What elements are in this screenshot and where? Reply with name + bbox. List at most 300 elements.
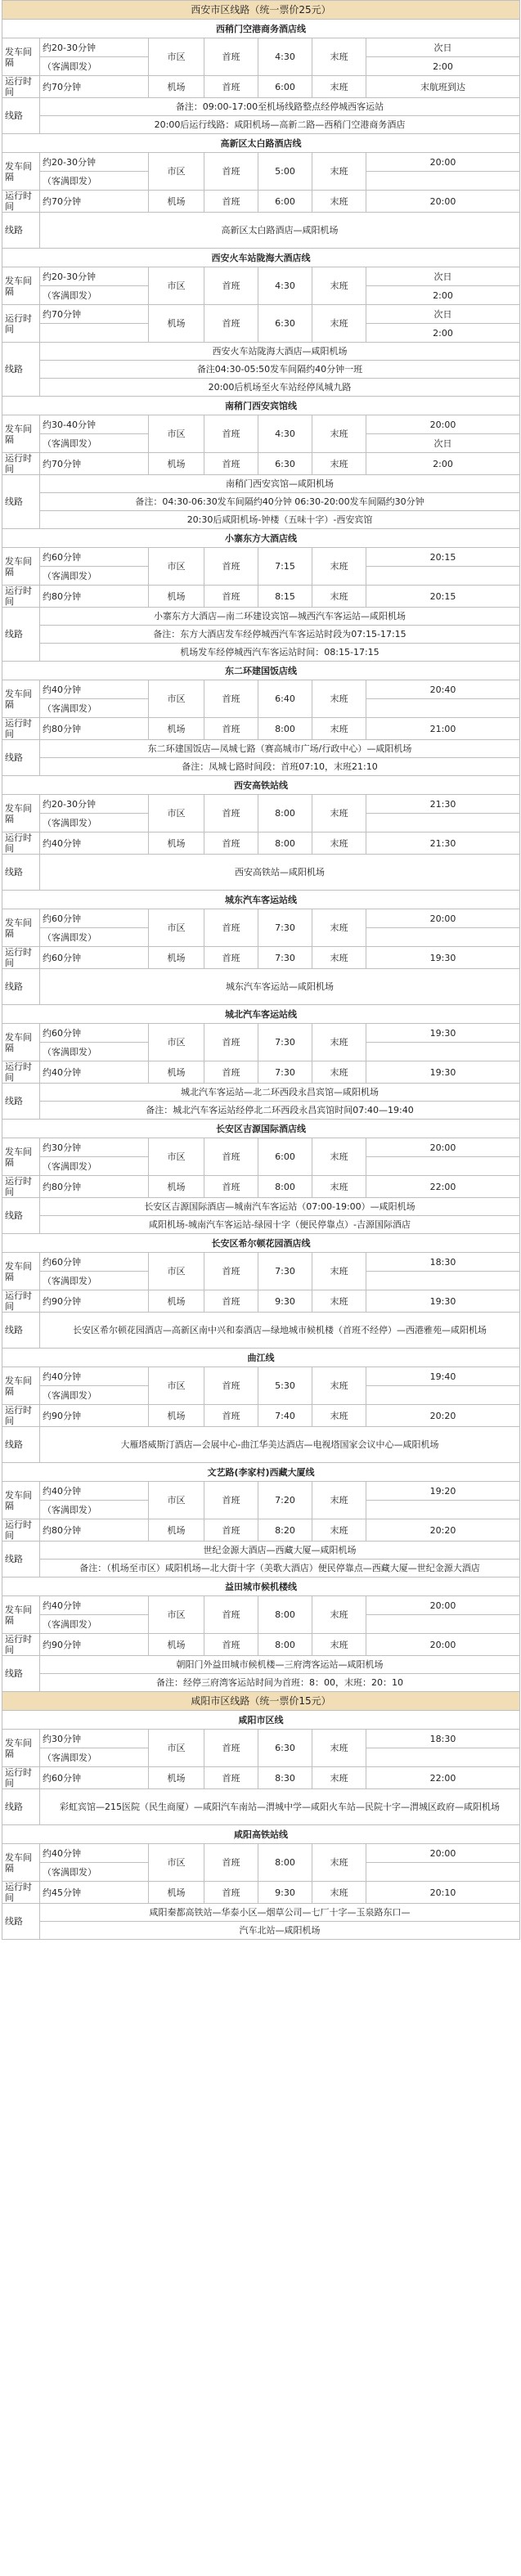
route-line-row (2, 1198, 520, 1216)
last-bus-time: 2:00 (366, 324, 520, 343)
first-bus-label: 首班 (204, 795, 258, 832)
origin: 市区 (149, 1482, 204, 1519)
first-bus-time: 6:30 (258, 305, 312, 343)
first-bus-label: 首班 (204, 909, 258, 947)
schedule-row (2, 909, 520, 928)
route-line-row (2, 493, 520, 511)
route-header (2, 529, 520, 548)
route-line-row (2, 1789, 520, 1825)
schedule-row (2, 305, 520, 324)
schedule-row (2, 795, 520, 814)
last-bus-time: 次日 (366, 305, 520, 324)
first-bus-time: 7:30 (258, 1253, 312, 1290)
route-header (2, 662, 520, 680)
schedule-row (2, 153, 520, 172)
interval-label: 发车间隔 (2, 1138, 40, 1176)
origin: 机场 (149, 947, 204, 969)
last-bus-time: 末航班到达 (366, 76, 520, 98)
last-bus-label: 末班 (312, 1061, 366, 1084)
last-bus-time (366, 1386, 520, 1405)
runtime-label: 运行时间 (2, 305, 40, 343)
last-bus-label: 末班 (312, 1290, 366, 1313)
interval-value: （客满即发） (40, 1272, 149, 1290)
first-bus-time: 7:30 (258, 1024, 312, 1061)
route-line-row (2, 1674, 520, 1692)
runtime-label: 运行时间 (2, 453, 40, 475)
interval-value: （客满即发） (40, 928, 149, 947)
first-bus-label: 首班 (204, 191, 258, 213)
runtime-label: 运行时间 (2, 1061, 40, 1084)
first-bus-label: 首班 (204, 1767, 258, 1789)
route-name: 高新区太白路酒店线 (2, 134, 520, 153)
line-label: 线路 (2, 98, 40, 134)
route-name: 西安高铁站线 (2, 776, 520, 795)
first-bus-label: 首班 (204, 1634, 258, 1656)
interval-value: （客满即发） (40, 567, 149, 586)
first-bus-label: 首班 (204, 1844, 258, 1882)
first-bus-time: 7:15 (258, 548, 312, 586)
first-bus-label: 首班 (204, 1061, 258, 1084)
schedule-row (2, 718, 520, 740)
first-bus-time: 8:00 (258, 1634, 312, 1656)
last-bus-time: 19:30 (366, 1061, 520, 1084)
route-line-text: 备注：凤城七路时间段：首班07:10，末班21:10 (40, 758, 520, 776)
first-bus-time: 6:00 (258, 1138, 312, 1176)
origin: 机场 (149, 1767, 204, 1789)
interval-value: 约90分钟 (40, 1405, 149, 1427)
last-bus-time (366, 567, 520, 586)
first-bus-time: 9:30 (258, 1882, 312, 1904)
line-label: 线路 (2, 1904, 40, 1940)
last-bus-time: 20:00 (366, 191, 520, 213)
interval-value: （客满即发） (40, 1157, 149, 1176)
route-line-row (2, 758, 520, 776)
route-line-row (2, 379, 520, 397)
route-header (2, 20, 520, 38)
route-line-row (2, 969, 520, 1005)
schedule-row (2, 947, 520, 969)
last-bus-time: 21:00 (366, 718, 520, 740)
route-line-text: 20:30后咸阳机场-钟楼（五味十字）-西安宾馆 (40, 511, 520, 529)
last-bus-time: 20:00 (366, 153, 520, 172)
interval-label: 发车间隔 (2, 909, 40, 947)
interval-value: 约60分钟 (40, 1024, 149, 1043)
route-header (2, 776, 520, 795)
interval-value: （客满即发） (40, 1043, 149, 1061)
route-name: 东二环建国饭店线 (2, 662, 520, 680)
route-line-text: 备注：09:00-17:00至机场线路整点经停城西客运站 (40, 98, 520, 116)
interval-value: （客满即发） (40, 434, 149, 453)
route-line-text: 机场发车经停城西汽车客运站时间：08:15-17:15 (40, 644, 520, 662)
last-bus-time: 20:00 (366, 1634, 520, 1656)
last-bus-time: 2:00 (366, 453, 520, 475)
runtime-label: 运行时间 (2, 1290, 40, 1313)
last-bus-label: 末班 (312, 191, 366, 213)
last-bus-time (366, 814, 520, 832)
interval-value: 约60分钟 (40, 909, 149, 928)
runtime-label: 运行时间 (2, 76, 40, 98)
first-bus-time: 7:20 (258, 1482, 312, 1519)
interval-value: 约70分钟 (40, 76, 149, 98)
interval-value: 约20-30分钟 (40, 153, 149, 172)
last-bus-time: 19:40 (366, 1367, 520, 1386)
route-name: 咸阳高铁站线 (2, 1825, 520, 1844)
route-line-text: 备注：（机场至市区）咸阳机场—北大街十字（美歌大酒店）便民停靠点—西藏大厦—世纪金源大酒店 (40, 1560, 520, 1577)
schedule-row (2, 832, 520, 855)
route-name: 西安火车站陇海大酒店线 (2, 249, 520, 267)
interval-value (40, 324, 149, 343)
runtime-label: 运行时间 (2, 947, 40, 969)
route-line-row (2, 343, 520, 361)
last-bus-time: 20:00 (366, 1138, 520, 1157)
route-line-text: 咸阳秦都高铁站—华泰小区—烟草公司—七厂十字—玉泉路东口— (40, 1904, 520, 1922)
route-line-text: 长安区吉源国际酒店—城南汽车客运站（07:00-19:00）—咸阳机场 (40, 1198, 520, 1216)
interval-value: 约40分钟 (40, 1482, 149, 1501)
route-name: 长安区希尔顿花园酒店线 (2, 1234, 520, 1253)
schedule-row (2, 1882, 520, 1904)
interval-value: 约40分钟 (40, 1844, 149, 1863)
route-line-row (2, 1904, 520, 1922)
route-name: 小寨东方大酒店线 (2, 529, 520, 548)
first-bus-label: 首班 (204, 1596, 258, 1634)
route-line-text: 东二环建国饭店—凤城七路（赛高城市广场/行政中心）—咸阳机场 (40, 740, 520, 758)
first-bus-label: 首班 (204, 1882, 258, 1904)
origin: 机场 (149, 718, 204, 740)
origin: 机场 (149, 1405, 204, 1427)
first-bus-label: 首班 (204, 1730, 258, 1767)
section-title: 咸阳市区线路（统一票价15元） (2, 1692, 520, 1711)
last-bus-time: 2:00 (366, 57, 520, 76)
schedule-row (2, 76, 520, 98)
route-line-row (2, 475, 520, 493)
interval-value: 约40分钟 (40, 1061, 149, 1084)
interval-label: 发车间隔 (2, 267, 40, 305)
interval-value: （客满即发） (40, 1501, 149, 1519)
last-bus-label: 末班 (312, 305, 366, 343)
origin: 机场 (149, 305, 204, 343)
last-bus-time (366, 172, 520, 191)
first-bus-time: 8:00 (258, 1596, 312, 1634)
first-bus-time: 4:30 (258, 38, 312, 76)
last-bus-label: 末班 (312, 1596, 366, 1634)
interval-value: （客满即发） (40, 57, 149, 76)
origin: 机场 (149, 586, 204, 608)
route-line-text: 世纪金源大酒店—西藏大厦—咸阳机场 (40, 1542, 520, 1560)
schedule-row (2, 453, 520, 475)
runtime-label: 运行时间 (2, 1176, 40, 1198)
last-bus-label: 末班 (312, 718, 366, 740)
route-line-row (2, 361, 520, 379)
first-bus-label: 首班 (204, 305, 258, 343)
line-label: 线路 (2, 1656, 40, 1692)
route-header (2, 1577, 520, 1596)
route-line-row (2, 116, 520, 134)
runtime-label: 运行时间 (2, 586, 40, 608)
first-bus-time: 4:30 (258, 267, 312, 305)
interval-value: 约80分钟 (40, 586, 149, 608)
schedule-row (2, 680, 520, 699)
last-bus-time: 19:30 (366, 1024, 520, 1043)
section-header (2, 1, 520, 20)
first-bus-time: 6:30 (258, 1730, 312, 1767)
first-bus-label: 首班 (204, 586, 258, 608)
first-bus-label: 首班 (204, 1405, 258, 1427)
last-bus-label: 末班 (312, 1482, 366, 1519)
line-label: 线路 (2, 1427, 40, 1463)
first-bus-time: 5:00 (258, 153, 312, 191)
runtime-label: 运行时间 (2, 1519, 40, 1542)
origin: 机场 (149, 453, 204, 475)
last-bus-label: 末班 (312, 1405, 366, 1427)
last-bus-time: 19:30 (366, 1290, 520, 1313)
route-line-row (2, 1656, 520, 1674)
runtime-label: 运行时间 (2, 718, 40, 740)
route-name: 长安区吉源国际酒店线 (2, 1120, 520, 1138)
route-line-row (2, 1542, 520, 1560)
last-bus-time (366, 928, 520, 947)
route-header (2, 891, 520, 909)
route-name: 益田城市候机楼线 (2, 1577, 520, 1596)
interval-label: 发车间隔 (2, 1482, 40, 1519)
origin: 市区 (149, 795, 204, 832)
interval-value: 约40分钟 (40, 680, 149, 699)
interval-value: 约60分钟 (40, 947, 149, 969)
route-line-row (2, 98, 520, 116)
last-bus-time: 20:10 (366, 1882, 520, 1904)
last-bus-label: 末班 (312, 1767, 366, 1789)
runtime-label: 运行时间 (2, 832, 40, 855)
schedule-row (2, 267, 520, 286)
schedule-row (2, 1482, 520, 1501)
last-bus-label: 末班 (312, 1634, 366, 1656)
first-bus-label: 首班 (204, 718, 258, 740)
origin: 机场 (149, 1290, 204, 1313)
first-bus-label: 首班 (204, 1024, 258, 1061)
first-bus-label: 首班 (204, 453, 258, 475)
interval-value: （客满即发） (40, 1615, 149, 1634)
line-label: 线路 (2, 855, 40, 891)
first-bus-time: 6:40 (258, 680, 312, 718)
interval-value: （客满即发） (40, 172, 149, 191)
last-bus-label: 末班 (312, 1176, 366, 1198)
interval-value: 约45分钟 (40, 1882, 149, 1904)
interval-value: 约40分钟 (40, 1596, 149, 1615)
last-bus-time (366, 1272, 520, 1290)
line-label: 线路 (2, 1084, 40, 1120)
schedule-row (2, 1061, 520, 1084)
interval-value: 约80分钟 (40, 1519, 149, 1542)
last-bus-time: 19:20 (366, 1482, 520, 1501)
first-bus-time: 8:20 (258, 1519, 312, 1542)
interval-label: 发车间隔 (2, 1024, 40, 1061)
interval-value: 约70分钟 (40, 305, 149, 324)
interval-value: （客满即发） (40, 814, 149, 832)
schedule-row (2, 1634, 520, 1656)
interval-value: 约60分钟 (40, 1767, 149, 1789)
interval-value: 约40分钟 (40, 1367, 149, 1386)
last-bus-label: 末班 (312, 586, 366, 608)
route-line-text: 西安火车站陇海大酒店—咸阳机场 (40, 343, 520, 361)
route-name: 城东汽车客运站线 (2, 891, 520, 909)
origin: 市区 (149, 548, 204, 586)
line-label: 线路 (2, 1789, 40, 1825)
route-line-text: 长安区希尔顿花园酒店—高新区南中兴和泰酒店—绿地城市候机楼（首班不经停）—西港雅苑—咸阳机场 (40, 1313, 520, 1349)
line-label: 线路 (2, 475, 40, 529)
schedule-row (2, 1596, 520, 1615)
origin: 机场 (149, 76, 204, 98)
route-line-row (2, 1313, 520, 1349)
schedule-row (2, 1730, 520, 1748)
origin: 机场 (149, 191, 204, 213)
line-label: 线路 (2, 740, 40, 776)
runtime-label: 运行时间 (2, 1405, 40, 1427)
route-line-text: 20:00后机场至火车站经停凤城九路 (40, 379, 520, 397)
last-bus-time: 次日 (366, 434, 520, 453)
route-line-text: 朝阳门外益田城市候机楼—三府湾客运站—咸阳机场 (40, 1656, 520, 1674)
interval-label: 发车间隔 (2, 1253, 40, 1290)
interval-label: 发车间隔 (2, 548, 40, 586)
first-bus-time: 8:00 (258, 832, 312, 855)
last-bus-time (366, 1043, 520, 1061)
first-bus-label: 首班 (204, 680, 258, 718)
first-bus-time: 8:00 (258, 795, 312, 832)
origin: 市区 (149, 1730, 204, 1767)
route-name: 南稍门西安宾馆线 (2, 397, 520, 415)
first-bus-time: 7:30 (258, 909, 312, 947)
last-bus-time: 22:00 (366, 1176, 520, 1198)
last-bus-time: 21:30 (366, 832, 520, 855)
last-bus-label: 末班 (312, 153, 366, 191)
runtime-label: 运行时间 (2, 1882, 40, 1904)
route-line-text: 小寨东方大酒店—南二环建设宾馆—城西汽车客运站—咸阳机场 (40, 608, 520, 626)
first-bus-time: 7:30 (258, 1061, 312, 1084)
first-bus-label: 首班 (204, 1482, 258, 1519)
route-line-text: 南稍门西安宾馆—咸阳机场 (40, 475, 520, 493)
last-bus-label: 末班 (312, 38, 366, 76)
route-line-text: 高新区太白路酒店—咸阳机场 (40, 213, 520, 249)
line-label: 线路 (2, 608, 40, 662)
schedule-row (2, 1367, 520, 1386)
line-label: 线路 (2, 1542, 40, 1577)
last-bus-label: 末班 (312, 680, 366, 718)
last-bus-time (366, 1615, 520, 1634)
first-bus-time: 8:15 (258, 586, 312, 608)
route-line-row (2, 511, 520, 529)
route-header (2, 1711, 520, 1730)
last-bus-time: 20:15 (366, 586, 520, 608)
interval-value: 约80分钟 (40, 718, 149, 740)
first-bus-time: 8:00 (258, 1844, 312, 1882)
route-line-text: 大雁塔威斯汀酒店—会展中心-曲江华美达酒店—电视塔国家会议中心—咸阳机场 (40, 1427, 520, 1463)
first-bus-time: 6:00 (258, 76, 312, 98)
schedule-row (2, 38, 520, 57)
first-bus-time: 8:00 (258, 1176, 312, 1198)
first-bus-time: 8:30 (258, 1767, 312, 1789)
interval-value: 约60分钟 (40, 1253, 149, 1272)
interval-value: （客满即发） (40, 286, 149, 305)
route-name: 文艺路(李家村)西藏大厦线 (2, 1463, 520, 1482)
interval-value: 约20-30分钟 (40, 38, 149, 57)
route-header (2, 1463, 520, 1482)
last-bus-label: 末班 (312, 453, 366, 475)
interval-label: 发车间隔 (2, 1596, 40, 1634)
line-label: 线路 (2, 213, 40, 249)
first-bus-time: 9:30 (258, 1290, 312, 1313)
route-line-row (2, 1922, 520, 1940)
interval-value: （客满即发） (40, 699, 149, 718)
last-bus-time: 20:00 (366, 909, 520, 928)
last-bus-label: 末班 (312, 1882, 366, 1904)
first-bus-label: 首班 (204, 1176, 258, 1198)
origin: 市区 (149, 267, 204, 305)
last-bus-time: 22:00 (366, 1767, 520, 1789)
interval-value: 约40分钟 (40, 832, 149, 855)
route-line-row (2, 608, 520, 626)
last-bus-time: 次日 (366, 38, 520, 57)
first-bus-label: 首班 (204, 267, 258, 305)
first-bus-label: 首班 (204, 1367, 258, 1405)
origin: 机场 (149, 1176, 204, 1198)
first-bus-time: 6:30 (258, 453, 312, 475)
interval-value: 约20-30分钟 (40, 267, 149, 286)
origin: 机场 (149, 832, 204, 855)
interval-value: （客满即发） (40, 1863, 149, 1882)
first-bus-time: 6:00 (258, 191, 312, 213)
first-bus-label: 首班 (204, 548, 258, 586)
first-bus-label: 首班 (204, 1253, 258, 1290)
interval-label: 发车间隔 (2, 1367, 40, 1405)
line-label: 线路 (2, 1198, 40, 1234)
route-line-text: 备注：经停三府湾客运站时间为首班：8：00，末班：20：10 (40, 1674, 520, 1692)
route-line-text: 咸阳机场-城南汽车客运站-绿园十字（便民停靠点）-吉源国际酒店 (40, 1216, 520, 1234)
interval-label: 发车间隔 (2, 38, 40, 76)
runtime-label: 运行时间 (2, 1767, 40, 1789)
route-header (2, 1349, 520, 1367)
interval-value: 约30-40分钟 (40, 415, 149, 434)
last-bus-label: 末班 (312, 548, 366, 586)
route-name: 曲江线 (2, 1349, 520, 1367)
last-bus-label: 末班 (312, 1519, 366, 1542)
origin: 机场 (149, 1061, 204, 1084)
origin: 市区 (149, 1367, 204, 1405)
last-bus-label: 末班 (312, 1367, 366, 1405)
last-bus-time: 20:00 (366, 415, 520, 434)
origin: 市区 (149, 909, 204, 947)
bus-schedule-table (2, 0, 520, 1940)
section-header (2, 1692, 520, 1711)
first-bus-time: 7:40 (258, 1405, 312, 1427)
route-line-text: 20:00后运行线路：咸阳机场—高新二路—西稍门空港商务酒店 (40, 116, 520, 134)
last-bus-time: 18:30 (366, 1730, 520, 1748)
route-header (2, 249, 520, 267)
last-bus-label: 末班 (312, 1253, 366, 1290)
interval-label: 发车间隔 (2, 1730, 40, 1767)
interval-value: 约70分钟 (40, 453, 149, 475)
schedule-row (2, 1844, 520, 1863)
route-header (2, 1120, 520, 1138)
last-bus-label: 末班 (312, 909, 366, 947)
last-bus-time: 20:00 (366, 1596, 520, 1615)
last-bus-time (366, 1157, 520, 1176)
interval-value: 约20-30分钟 (40, 795, 149, 814)
first-bus-time: 7:30 (258, 947, 312, 969)
last-bus-time: 20:20 (366, 1519, 520, 1542)
first-bus-time: 4:30 (258, 415, 312, 453)
route-line-text: 备注：04:30-06:30发车间隔约40分钟 06:30-20:00发车间隔约30分钟 (40, 493, 520, 511)
interval-value: （客满即发） (40, 1386, 149, 1405)
interval-value: 约90分钟 (40, 1634, 149, 1656)
origin: 市区 (149, 1596, 204, 1634)
